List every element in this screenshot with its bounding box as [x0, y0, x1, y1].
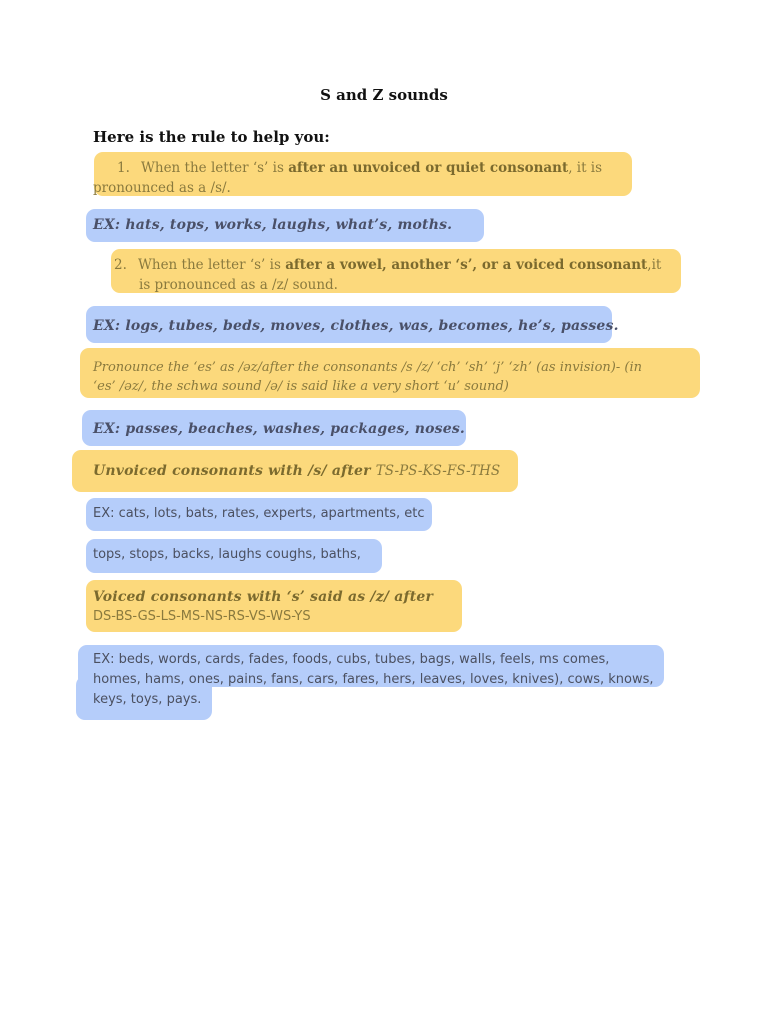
rule2-number: 2.	[114, 257, 127, 273]
intro-heading: Here is the rule to help you:	[93, 128, 330, 146]
rule1-number: 1.	[117, 160, 130, 176]
unvoiced-heading: Unvoiced consonants with /s/ after TS-PS-KS-FS-THS	[93, 463, 501, 479]
voiced-list: DS-BS-GS-LS-MS-NS-RS-VS-WS-YS	[93, 609, 311, 624]
rule1-line1: 1. When the letter ‘s’ is after an unvoiced or quiet consonant, it is	[117, 160, 603, 176]
example-5: tops, stops, backs, laughs coughs, baths,	[93, 547, 361, 562]
example-4: EX: cats, lots, bats, rates, experts, apartments, etc	[93, 506, 425, 521]
example-6-line2: homes, hams, ones, pains, fans, cars, fares, hers, leaves, loves, knives), cows, knows,	[93, 672, 654, 687]
example-6-line1: EX: beds, words, cards, fades, foods, cubs, tubes, bags, walls, feels, ms comes,	[93, 652, 610, 667]
rule2-line1: 2. When the letter ‘s’ is after a vowel, another ‘s’, or a voiced consonant,it	[114, 257, 662, 273]
es-rule-line1: Pronounce the ‘es’ as /əz/after the consonants /s /z/ ‘ch’ ‘sh’ ‘j’ ‘zh’ (as invision)- (in	[93, 360, 642, 375]
voiced-heading: Voiced consonants with ‘s’ said as /z/ after	[93, 589, 434, 605]
example-2: EX: logs, tubes, beds, moves, clothes, was, becomes, he’s, passes.	[93, 318, 619, 334]
example-6-line3: keys, toys, pays.	[93, 692, 202, 707]
example-3: EX: passes, beaches, washes, packages, noses.	[93, 421, 466, 437]
rule2-line2: is pronounced as a /z/ sound.	[139, 277, 338, 293]
rule1-line2: pronounced as a /s/.	[93, 180, 231, 196]
example-1: EX: hats, tops, works, laughs, what’s, moths.	[93, 217, 453, 233]
page-title: S and Z sounds	[320, 86, 448, 104]
es-rule-line2: ‘es’ /əz/, the schwa sound /ə/ is said like a very short ‘u’ sound)	[93, 379, 509, 394]
